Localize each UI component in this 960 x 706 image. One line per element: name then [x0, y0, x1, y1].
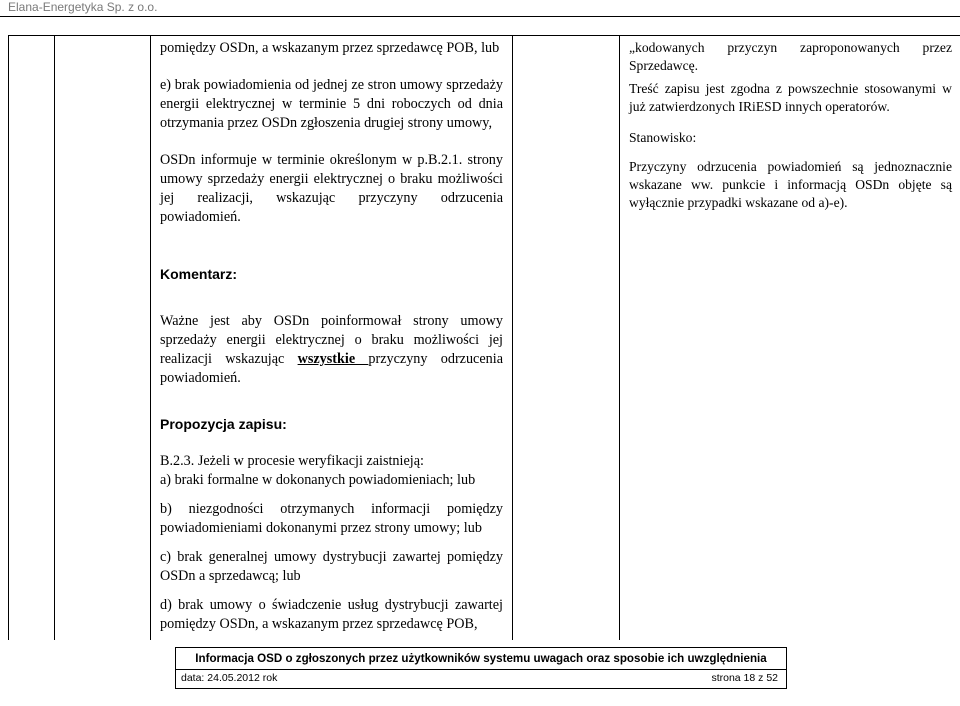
proposal-para-1: B.2.3. Jeżeli w procesie weryfikacji zaistnieją: — [160, 453, 424, 469]
comment-text-end: przyczyny odrzucenia powiadomień. — [160, 351, 503, 386]
middle-column — [160, 39, 503, 634]
footer-date: data: 24.05.2012 rok — [181, 672, 278, 684]
table-left-border — [8, 35, 9, 640]
document-header-company: Elana-Energetyka Sp. z o.o. — [8, 0, 158, 14]
column-divider-1 — [54, 35, 55, 640]
comment-text-emphasis: wszystkie — [297, 351, 369, 367]
comment-label: Komentarz: — [160, 266, 238, 282]
middle-para-3: OSDn informuje w terminie określonym w p.B.2.1. strony umowy sprzedaży energii elektrycznej o braku możliwości jej realizacji, wskazując przyczyny odrzucenia powiadomień. — [160, 152, 503, 225]
comment-text-start: Ważne jest aby OSDn poinformował strony umowy sprzedaży energii elektrycznej o braku możliwości jej realizacji wskazując — [160, 313, 503, 367]
middle-para-2: e) brak powiadomienia od jednej ze stron umowy sprzedaży energii elektrycznej w terminie 5 dni roboczych od dnia otrzymania przez OSDn zgłoszenia drugiej strony umowy, — [160, 77, 503, 131]
proposal-label: Propozycja zapisu: — [160, 416, 287, 432]
footer-title: Informacja OSD o zgłoszonych przez użytkowników systemu uwagach oraz sposobie ich uwzględnienia — [176, 648, 786, 670]
proposal-para-3: b) niezgodności otrzymanych informacji pomiędzy powiadomieniami dokonanymi przez strony umowy; lub — [160, 501, 503, 536]
column-divider-2 — [150, 35, 151, 640]
proposal-para-4: c) brak generalnej umowy dystrybucji zawartej pomiędzy OSDn a sprzedawcą; lub — [160, 549, 503, 584]
proposal-para-5: d) brak umowy o świadczenie usług dystrybucji zawartej pomiędzy OSDn, a wskazanym przez sprzedawcę POB, — [160, 597, 503, 632]
right-column — [629, 39, 952, 212]
footer-box — [175, 647, 787, 689]
column-divider-4 — [619, 35, 620, 640]
proposal-para-2: a) braki formalne w dokonanych powiadomieniach; lub — [160, 472, 476, 488]
stance-label: Stanowisko: — [629, 130, 697, 145]
header-rule — [0, 16, 960, 17]
column-divider-3 — [512, 35, 513, 640]
right-para-3: Przyczyny odrzucenia powiadomień są jednoznacznie wskazane ww. punkcie i informacją OSDn objęte są wyłącznie przypadki wskazane od a)-e). — [629, 159, 952, 210]
comment-text — [160, 312, 503, 388]
middle-para-1: pomiędzy OSDn, a wskazanym przez sprzedawcę POB, lub — [160, 40, 500, 56]
footer-page-number: strona 18 z 52 — [711, 672, 778, 684]
right-para-2: Treść zapisu jest zgodna z powszechnie stosowanymi w już zatwierdzonych IRiESD innych operatorów. — [629, 81, 952, 114]
right-para-1: „kodowanych przyczyn zaproponowanych przez Sprzedawcę. — [629, 40, 952, 73]
